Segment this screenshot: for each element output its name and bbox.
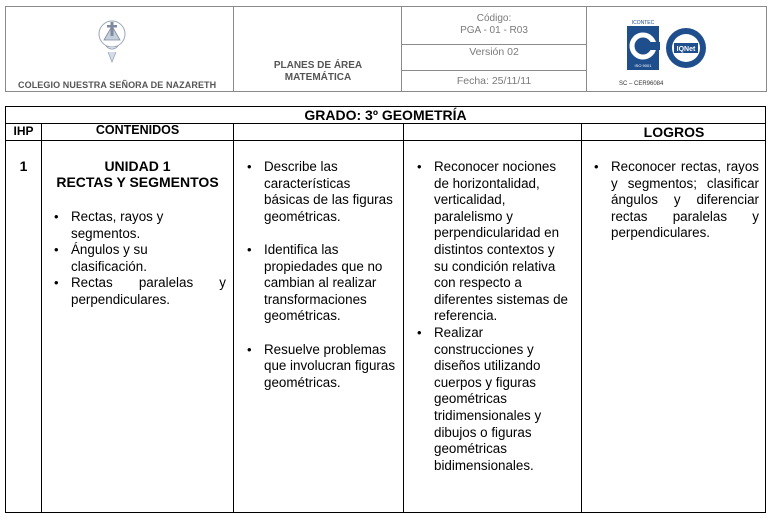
icontec-certification-icon bbox=[626, 18, 660, 78]
list-item: • Ángulos y su clasificación. bbox=[54, 242, 148, 274]
list-item: • Rectas paralelas y perpendiculares. bbox=[54, 275, 226, 307]
bullet-icon: • bbox=[247, 341, 252, 357]
icontec-label: ICONTEC bbox=[631, 20, 655, 26]
header-divider bbox=[586, 6, 587, 92]
column-header-contenidos: CONTENIDOS bbox=[95, 123, 180, 137]
bullet-icon: • bbox=[247, 241, 252, 257]
competencies-list bbox=[247, 159, 397, 391]
table-divider bbox=[5, 140, 766, 141]
doc-code bbox=[402, 13, 586, 37]
school-logo-icon bbox=[94, 16, 130, 66]
icontec-iso-label: ISO 9001 bbox=[634, 63, 652, 68]
bullet-icon: • bbox=[417, 324, 422, 340]
list-item: • Realizar construcciones y diseños utilizando cuerpos y figuras geométricas tridimensionales y dibujos o figuras geométricas bidimensionales. bbox=[417, 324, 542, 473]
table-divider bbox=[581, 123, 582, 513]
header-divider bbox=[401, 70, 587, 71]
ihp-value: 1 bbox=[19, 158, 28, 174]
bullet-icon: • bbox=[54, 242, 59, 258]
code-value: PGA - 01 - R03 bbox=[460, 25, 528, 36]
header-divider bbox=[401, 44, 587, 45]
list-item: • Describe las características básicas de las figuras geométricas. bbox=[247, 159, 393, 224]
bullet-icon: • bbox=[54, 275, 59, 291]
iqnet-label: IQNet bbox=[676, 46, 696, 53]
bullet-icon: • bbox=[594, 159, 599, 174]
bullet-icon: • bbox=[417, 159, 422, 174]
list-item: • Identifica las propiedades que no cambian al realizar transformaciones geométricas. bbox=[247, 241, 383, 324]
plan-title-line1: PLANES DE ÁREA bbox=[273, 60, 363, 71]
contenidos-list bbox=[54, 209, 226, 309]
list-item: • Reconocer nociones de horizontalidad, verticalidad, paralelismo y perpendicularidad en distintos contextos y su condición relativa con respecto a diferentes sistemas de referencia. bbox=[417, 159, 568, 324]
list-item: • Reconocer rectas, rayos y segmentos; clasificar ángulos y diferenciar rectas paralelas y perpendiculares. bbox=[594, 159, 759, 241]
plan-title bbox=[234, 60, 402, 84]
column-header-ihp: IHP bbox=[13, 124, 34, 138]
list-item: • Rectas, rayos y segmentos. bbox=[54, 209, 164, 241]
unit-title bbox=[42, 158, 233, 190]
unit-number: UNIDAD 1 bbox=[104, 158, 171, 174]
bullet-icon: • bbox=[54, 209, 59, 224]
plan-title-line2: MATEMÁTICA bbox=[284, 72, 352, 83]
table-divider bbox=[233, 123, 234, 513]
unit-name: RECTAS Y SEGMENTOS bbox=[56, 174, 219, 190]
doc-version: Versión 02 bbox=[469, 46, 519, 58]
bullet-icon: • bbox=[247, 159, 252, 174]
school-name: COLEGIO NUESTRA SEÑORA DE NAZARETH bbox=[18, 80, 217, 90]
cert-number: SC – CER96084 bbox=[619, 81, 664, 87]
table-divider bbox=[403, 123, 404, 513]
list-item: • Resuelve problemas que involucran figuras geométricas. bbox=[247, 341, 396, 390]
indicators-list bbox=[417, 159, 572, 474]
logros-list bbox=[594, 159, 759, 242]
column-header-logros: LOGROS bbox=[643, 124, 705, 140]
doc-date: Fecha: 25/11/11 bbox=[456, 75, 532, 87]
table-title: GRADO: 3º GEOMETRÍA bbox=[304, 107, 467, 123]
iqnet-certification-icon bbox=[664, 26, 708, 70]
code-label: Código: bbox=[476, 13, 512, 24]
